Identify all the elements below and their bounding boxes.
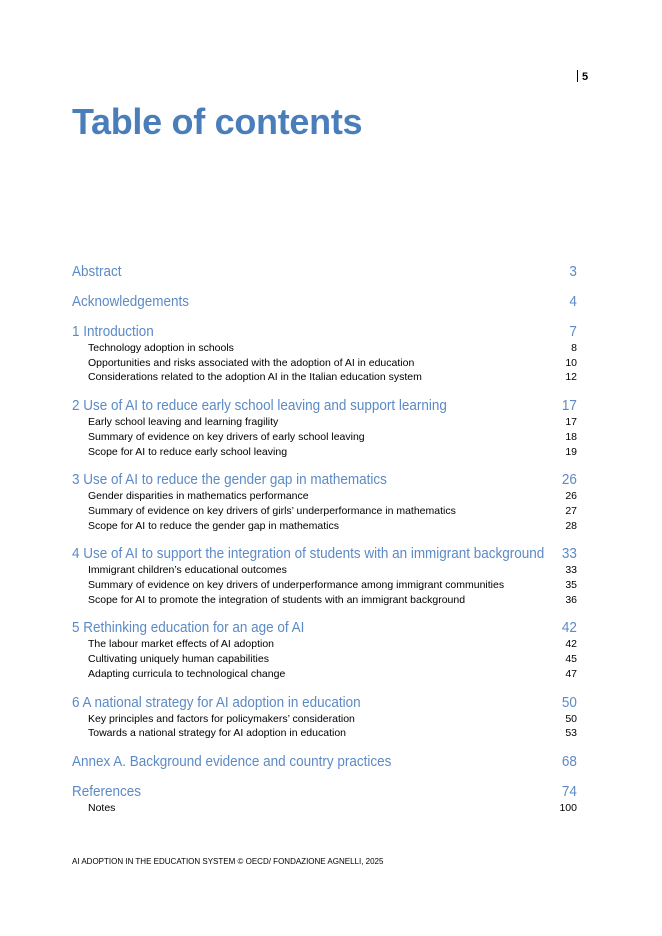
toc-subsection-page: 50 (565, 712, 577, 725)
toc-subsection-label: Adapting curricula to technological change (88, 667, 286, 680)
page-number (577, 70, 588, 83)
toc-subsection-page: 8 (571, 342, 577, 354)
toc-subsection-label: Summary of evidence on key drivers of underperformance among immigrant communities (88, 579, 505, 592)
toc-section (72, 398, 577, 459)
toc-subsection-link[interactable] (72, 652, 577, 667)
toc-section-label: 1 Introduction (72, 324, 154, 340)
toc-section-page: 68 (561, 753, 577, 770)
toc-section-link[interactable] (72, 324, 577, 341)
toc-subsection-page: 36 (565, 593, 577, 606)
toc-section-link[interactable] (72, 546, 577, 563)
toc-section (72, 754, 577, 771)
page-title: Table of contents (72, 101, 363, 142)
toc-subsection-label: Considerations related to the adoption AI in the Italian education system (88, 371, 422, 384)
header-divider (577, 70, 578, 82)
toc-section-label: 2 Use of AI to reduce early school leaving and support learning (72, 398, 447, 415)
toc-section-label: 6 A national strategy for AI adoption in education (72, 694, 361, 711)
toc-section-link[interactable] (72, 754, 577, 771)
toc-section-link[interactable] (72, 294, 577, 311)
toc-section-label: Abstract (72, 264, 122, 280)
toc-section-page: 7 (569, 324, 577, 340)
page-footer: AI ADOPTION IN THE EDUCATION SYSTEM © OECD/ FONDAZIONE AGNELLI, 2025 (72, 857, 384, 866)
toc-subsection-link[interactable] (72, 445, 577, 460)
toc-subsection-link[interactable] (72, 667, 577, 682)
toc-subsection-link[interactable] (72, 430, 577, 445)
toc-section-link[interactable] (72, 784, 577, 801)
toc-subsection-page: 42 (565, 638, 577, 651)
toc-subsection-page: 33 (565, 564, 577, 577)
toc-subsection-page: 45 (565, 653, 577, 666)
toc-section-link[interactable] (72, 695, 577, 712)
toc-subsection-page: 17 (565, 416, 577, 429)
toc-subsection-label: Gender disparities in mathematics performance (88, 490, 309, 503)
toc-subsection-link[interactable] (72, 563, 577, 578)
toc-section-page: 50 (561, 694, 577, 711)
toc-subsection-label: The labour market effects of AI adoption (88, 638, 275, 651)
table-of-contents (72, 264, 577, 829)
toc-section-page: 42 (561, 620, 577, 637)
toc-subsection-label: Summary of evidence on key drivers of girls’ underperformance in mathematics (88, 504, 456, 517)
toc-section-page: 26 (561, 472, 577, 489)
toc-section (72, 784, 577, 816)
toc-subsection-page: 47 (565, 667, 577, 680)
toc-subsection-label: Summary of evidence on key drivers of early school leaving (88, 430, 365, 443)
toc-subsection-label: Scope for AI to reduce early school leaving (88, 445, 288, 458)
toc-subsection-page: 10 (565, 356, 577, 369)
toc-section (72, 472, 577, 533)
toc-section-link[interactable] (72, 398, 577, 415)
toc-section-page: 33 (561, 546, 577, 563)
toc-section-label: 3 Use of AI to reduce the gender gap in mathematics (72, 472, 387, 489)
toc-section-label: 5 Rethinking education for an age of AI (72, 620, 305, 637)
toc-subsection-page: 12 (565, 371, 577, 384)
toc-subsection-page: 27 (565, 504, 577, 517)
toc-subsection-link[interactable] (72, 356, 577, 371)
toc-section (72, 264, 577, 281)
toc-section-page: 74 (561, 783, 577, 800)
toc-subsection-label: Scope for AI to reduce the gender gap in mathematics (88, 519, 339, 532)
toc-subsection-label: Notes (88, 801, 116, 814)
toc-subsection-link[interactable] (72, 415, 577, 430)
toc-subsection-label: Cultivating uniquely human capabilities (88, 653, 269, 666)
toc-subsection-link[interactable] (72, 726, 577, 741)
toc-subsection-label: Immigrant children’s educational outcomes (88, 564, 287, 577)
toc-subsection-link[interactable] (72, 504, 577, 519)
toc-section-label: Annex A. Background evidence and country practices (72, 753, 392, 770)
toc-subsection-link[interactable] (72, 637, 577, 652)
page-number-value: 5 (582, 71, 589, 83)
toc-subsection-link[interactable] (72, 519, 577, 534)
toc-subsection-page: 18 (565, 430, 577, 443)
toc-subsection-label: Key principles and factors for policymakers’ consideration (88, 712, 355, 725)
toc-subsection-link[interactable] (72, 712, 577, 727)
toc-section-page: 4 (569, 294, 577, 310)
toc-section-label: References (72, 783, 141, 800)
toc-section (72, 620, 577, 681)
toc-section-link[interactable] (72, 620, 577, 637)
toc-subsection-label: Scope for AI to promote the integration of students with an immigrant background (88, 593, 466, 606)
toc-section-page: 3 (569, 264, 577, 280)
toc-subsection-page: 19 (565, 445, 577, 458)
toc-subsection-link[interactable] (72, 578, 577, 593)
toc-subsection-page: 26 (565, 490, 577, 503)
toc-subsection-label: Towards a national strategy for AI adoption in education (88, 727, 346, 740)
toc-subsection-page: 35 (565, 579, 577, 592)
toc-subsection-label: Technology adoption in schools (88, 342, 234, 354)
toc-subsection-link[interactable] (72, 341, 577, 356)
toc-subsection-link[interactable] (72, 489, 577, 504)
toc-subsection-page: 100 (559, 801, 577, 814)
toc-section-link[interactable] (72, 264, 577, 281)
toc-subsection-label: Early school leaving and learning fragility (88, 416, 279, 429)
toc-subsection-link[interactable] (72, 593, 577, 608)
toc-subsection-label: Opportunities and risks associated with the adoption of AI in education (88, 356, 415, 369)
toc-section (72, 546, 577, 607)
toc-subsection-page: 53 (565, 727, 577, 740)
toc-section (72, 695, 577, 741)
toc-section-label: 4 Use of AI to support the integration of students with an immigrant background (72, 546, 545, 563)
toc-section-page: 17 (561, 398, 577, 415)
toc-section (72, 324, 577, 385)
toc-subsection-link[interactable] (72, 370, 577, 385)
toc-section-label: Acknowledgements (72, 294, 189, 310)
toc-subsection-page: 28 (565, 519, 577, 532)
toc-section-link[interactable] (72, 472, 577, 489)
toc-subsection-link[interactable] (72, 801, 577, 816)
toc-section (72, 294, 577, 311)
